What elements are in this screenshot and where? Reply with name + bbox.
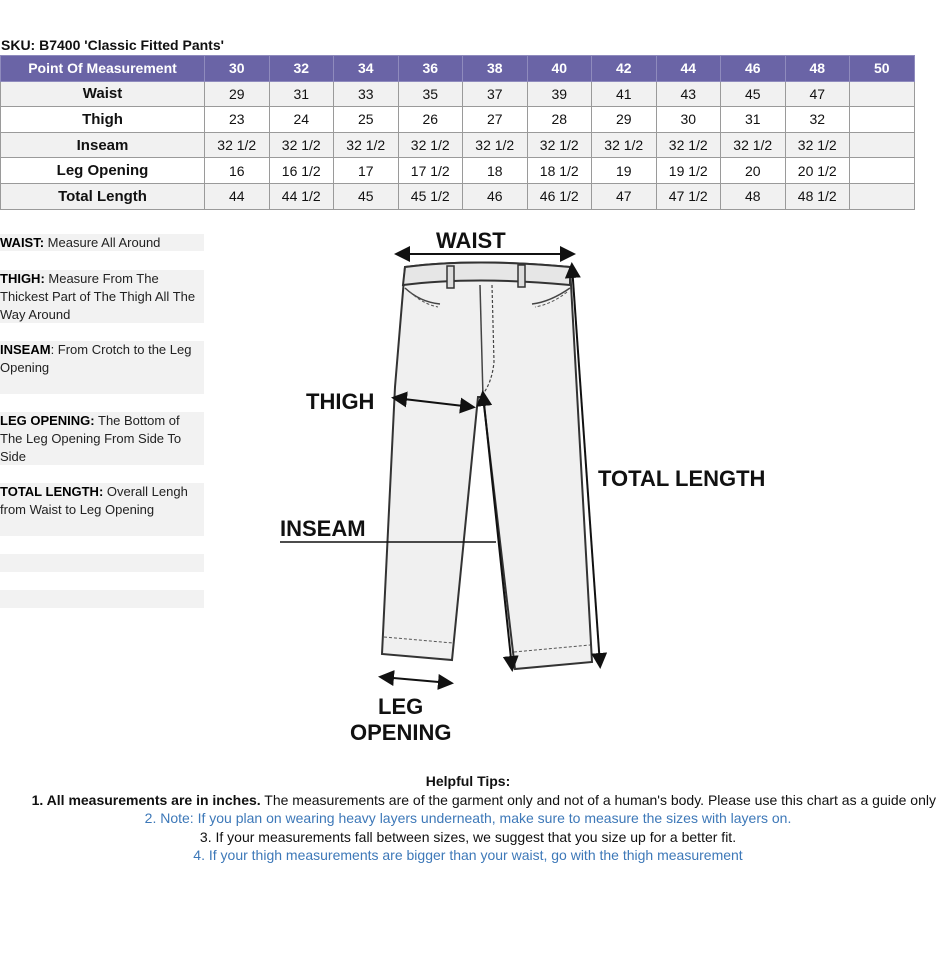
- table-header-row: [1, 56, 915, 82]
- row-label: Total Length: [1, 183, 205, 209]
- inseam-label: INSEAM: [280, 516, 366, 541]
- table-cell: 28: [527, 107, 592, 133]
- table-cell: 46 1/2: [527, 183, 592, 209]
- table-cell: 17 1/2: [398, 158, 463, 184]
- leg-opening-label-line2: OPENING: [350, 720, 452, 745]
- table-cell: 23: [205, 107, 270, 133]
- table-cell: [850, 107, 915, 133]
- table-cell: 35: [398, 81, 463, 107]
- table-cell: 48 1/2: [785, 183, 850, 209]
- note-term: THIGH:: [0, 271, 45, 286]
- page-title: SKU: B7400 'Classic Fitted Pants': [1, 37, 224, 53]
- table-cell: 16 1/2: [269, 158, 334, 184]
- table-cell: [850, 158, 915, 184]
- tips-heading: Helpful Tips:: [425, 773, 511, 789]
- size-header: 50: [850, 56, 915, 82]
- tip-3: 3. If your measurements fall between sizes, we suggest that you size up for a better fit.: [199, 828, 737, 845]
- size-header: 34: [334, 56, 399, 82]
- header-label: Point Of Measurement: [1, 56, 205, 82]
- size-header: 40: [527, 56, 592, 82]
- table-cell: [850, 183, 915, 209]
- table-cell: 20 1/2: [785, 158, 850, 184]
- tip-1-bold: 1. All measurements are in inches.: [31, 791, 261, 808]
- row-label: Leg Opening: [1, 158, 205, 184]
- note-term: LEG OPENING:: [0, 413, 95, 428]
- table-cell: [850, 81, 915, 107]
- note-item: [0, 590, 204, 608]
- size-header: 44: [656, 56, 721, 82]
- table-cell: 46: [463, 183, 528, 209]
- thigh-label: THIGH: [306, 389, 375, 414]
- table-cell: 32 1/2: [269, 132, 334, 158]
- table-cell: 31: [721, 107, 786, 133]
- tip-2: 2. Note: If you plan on wearing heavy layers underneath, make sure to measure the sizes with layers on.: [144, 810, 792, 826]
- table-cell: 29: [592, 107, 657, 133]
- table-cell: 33: [334, 81, 399, 107]
- note-text: : From Crotch to the Leg Opening: [0, 342, 192, 375]
- row-label: Inseam: [1, 132, 205, 158]
- note-item: [0, 554, 204, 572]
- table-cell: 47: [785, 81, 850, 107]
- table-cell: 32: [785, 107, 850, 133]
- note-term: TOTAL LENGTH:: [0, 484, 104, 499]
- table-cell: 19 1/2: [656, 158, 721, 184]
- table-cell: 26: [398, 107, 463, 133]
- table-cell: 45 1/2: [398, 183, 463, 209]
- table-cell: 30: [656, 107, 721, 133]
- tip-1: [0, 791, 936, 810]
- pants-illustration: [270, 222, 830, 762]
- table-cell: 47: [592, 183, 657, 209]
- table-cell: 47 1/2: [656, 183, 721, 209]
- pants-diagram: [270, 222, 830, 767]
- table-row: [1, 158, 915, 184]
- table-cell: 16: [205, 158, 270, 184]
- note-item: [0, 412, 204, 465]
- table-cell: 32 1/2: [334, 132, 399, 158]
- helpful-tips: [0, 772, 936, 865]
- table-cell: 43: [656, 81, 721, 107]
- table-cell: 18 1/2: [527, 158, 592, 184]
- table-cell: 44 1/2: [269, 183, 334, 209]
- table-cell: 45: [721, 81, 786, 107]
- table-cell: 37: [463, 81, 528, 107]
- table-row: [1, 132, 915, 158]
- note-text: Measure From The Thickest Part of The Thigh All The Way Around: [0, 271, 196, 322]
- leg-opening-label-line1: LEG: [378, 694, 424, 719]
- row-label: Thigh: [1, 107, 205, 133]
- size-header: 32: [269, 56, 334, 82]
- table-row: [1, 107, 915, 133]
- waist-label: WAIST: [436, 228, 506, 253]
- note-item: [0, 270, 204, 323]
- table-cell: 32 1/2: [721, 132, 786, 158]
- size-header: 46: [721, 56, 786, 82]
- note-term: INSEAM: [0, 342, 51, 357]
- table-cell: 29: [205, 81, 270, 107]
- size-header: 30: [205, 56, 270, 82]
- note-text: Overall Lengh from Waist to Leg Opening: [0, 484, 188, 517]
- size-header: 38: [463, 56, 528, 82]
- note-term: WAIST:: [0, 235, 45, 250]
- table-cell: 32 1/2: [527, 132, 592, 158]
- table-cell: 18: [463, 158, 528, 184]
- row-label: Waist: [1, 81, 205, 107]
- table-cell: 17: [334, 158, 399, 184]
- table-cell: 44: [205, 183, 270, 209]
- table-row: [1, 183, 915, 209]
- table-cell: 39: [527, 81, 592, 107]
- note-text: Measure All Around: [44, 235, 161, 250]
- note-item: [0, 483, 204, 536]
- table-cell: 25: [334, 107, 399, 133]
- table-cell: 41: [592, 81, 657, 107]
- table-cell: 24: [269, 107, 334, 133]
- tip-4: 4. If your thigh measurements are bigger than your waist, go with the thigh measurement: [193, 847, 743, 863]
- table-cell: 32 1/2: [656, 132, 721, 158]
- size-header: 36: [398, 56, 463, 82]
- table-cell: 48: [721, 183, 786, 209]
- table-cell: 32 1/2: [398, 132, 463, 158]
- note-item: [0, 234, 204, 251]
- size-header: 42: [592, 56, 657, 82]
- table-cell: 31: [269, 81, 334, 107]
- table-cell: [850, 132, 915, 158]
- table-row: [1, 81, 915, 107]
- size-chart-table: [0, 55, 915, 210]
- note-item: [0, 341, 204, 394]
- table-cell: 32 1/2: [785, 132, 850, 158]
- table-cell: 32 1/2: [592, 132, 657, 158]
- tip-1-text: The measurements are of the garment only and not of a human's body. Please use this chart as a guide only: [260, 791, 936, 808]
- table-cell: 32 1/2: [205, 132, 270, 158]
- table-cell: 20: [721, 158, 786, 184]
- table-cell: 45: [334, 183, 399, 209]
- table-cell: 32 1/2: [463, 132, 528, 158]
- table-cell: 27: [463, 107, 528, 133]
- table-cell: 19: [592, 158, 657, 184]
- total-length-label: TOTAL LENGTH: [598, 466, 766, 491]
- size-header: 48: [785, 56, 850, 82]
- note-text: The Bottom of The Leg Opening From Side To Side: [0, 413, 182, 464]
